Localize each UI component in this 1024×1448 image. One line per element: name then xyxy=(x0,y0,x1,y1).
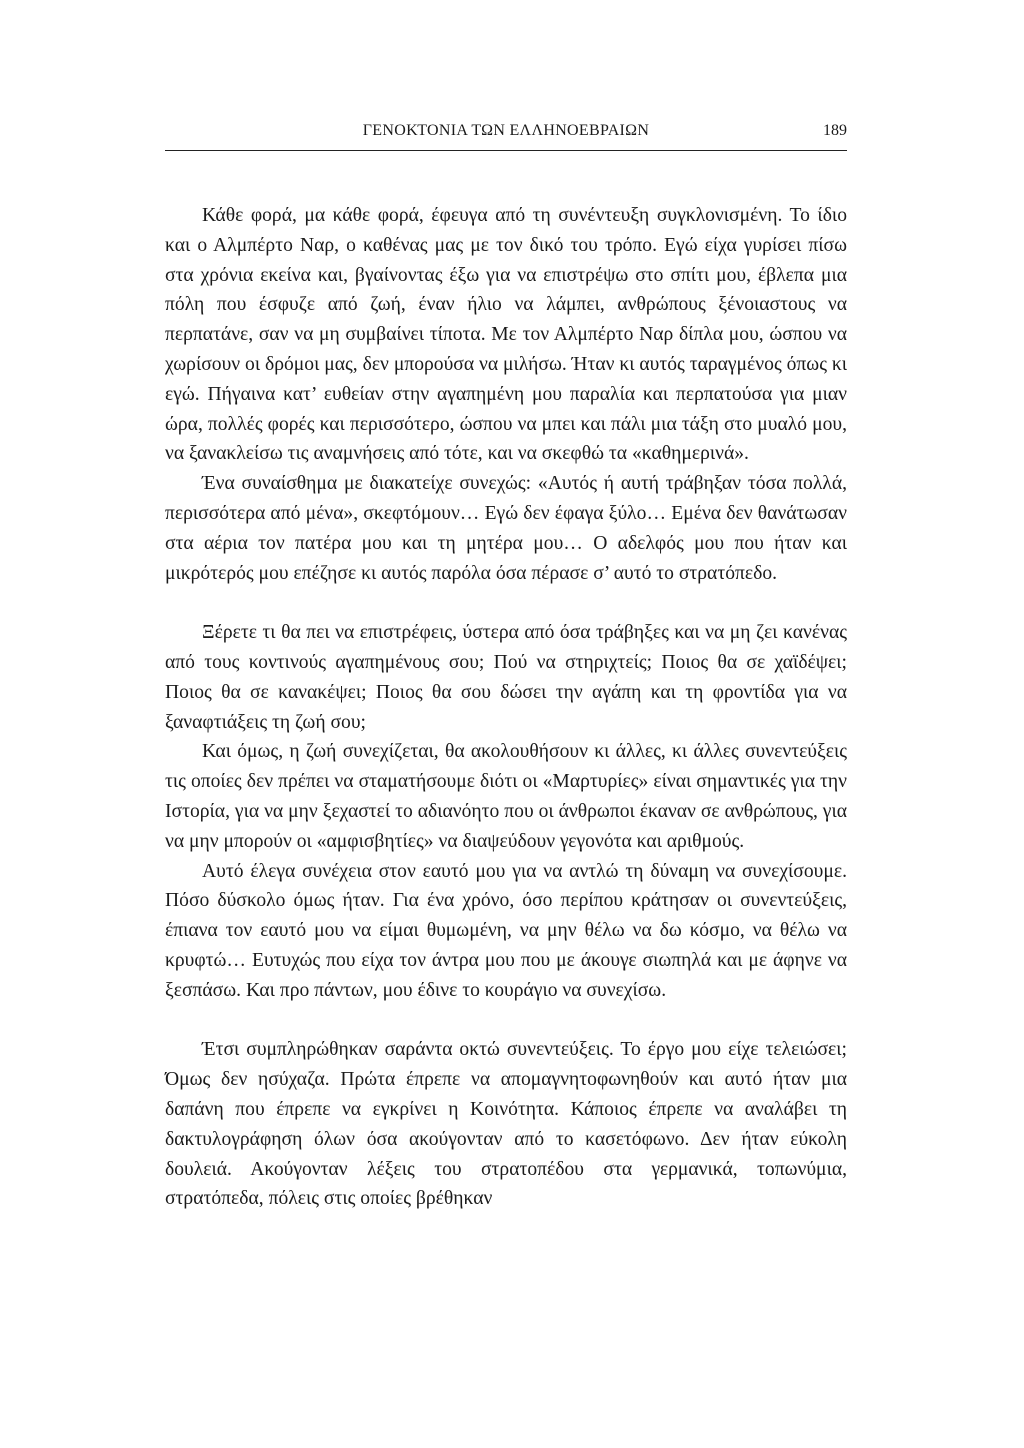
running-header xyxy=(165,118,847,151)
paragraph: Ένα συναίσθημα με διακατείχε συνεχώς: «Αυτός ή αυτή τράβηξαν τόσα πολλά, περισσότερα από μένα», σκεφτόμουν… Εγώ δεν έφαγα ξύλο… Εμένα δεν θανάτωσαν στα αέρια τον πατέρα μου και τη μητέρα μου… Ο αδελφός μου που ήταν και μικρότερός μου επέζησε κι αυτός παρόλα όσα πέρασε σ’ αυτό το στρατόπεδο. xyxy=(165,473,847,584)
body-text xyxy=(165,201,847,1214)
paragraph: Και όμως, η ζωή συνεχίζεται, θα ακολουθήσουν κι άλλες, κι άλλες συνεντεύξεις τις οποίες δεν πρέπει να σταματήσουμε διότι οι «Μαρτυρίες» είναι σημαντικές για την Ιστορία, για να μην ξεχαστεί το αδιανόητο που οι άνθρωποι έκαναν σε ανθρώπους, για να μην μπορούν οι «αμφισβητίες» να διαψεύδουν γεγονότα και αριθμούς. xyxy=(165,741,847,852)
paragraph: Κάθε φορά, μα κάθε φορά, έφευγα από τη συνέντευξη συγκλονισμένη. Το ίδιο και ο Αλμπέρτο Ναρ, ο καθένας μας με τον δικό του τρόπο. Εγώ είχα γυρίσει πίσω στα χρόνια εκείνα και, βγαίνοντας έξω για να επιστρέψω στο σπίτι μου, έβλεπα μια πόλη που έσφυζε από ζωή, έναν ήλιο να λάμπει, ανθρώπους ξένοιαστους να περπατάνε, σαν να μη συμβαίνει τίποτα. Με τον Αλμπέρτο Ναρ δίπλα μου, ώσπου να χωρίσουν οι δρόμοι μας, δεν μπορούσα να μιλήσω. Ήταν κι αυτός ταραγμένος όπως κι εγώ. Πήγαινα κατ’ ευθείαν στην αγαπημένη μου παραλία και περπατούσα για μιαν ώρα, πολλές φορές και περισσότερο, ώσπου να μπει και πάλι μια τάξη στο μυαλό μου, να ξανακλείσω τις αναμνήσεις από τότε, και να σκεφθώ τα «καθημερινά». xyxy=(165,205,847,465)
paragraph: Αυτό έλεγα συνέχεια στον εαυτό μου για να αντλώ τη δύναμη να συνεχίσουμε. Πόσο δύσκολο όμως ήταν. Για ένα χρόνο, όσο περίπου κράτησαν οι συνεντεύξεις, έπιανα τον εαυτό μου να είμαι θυμωμένη, να μην θέλω να δω κόσμο, να θέλω να κρυφτώ… Ευτυχώς που είχα τον άντρα μου που με άκουγε σιωπηλά και με άφηνε να ξεσπάσω. Και προ πάντων, μου έδινε το κουράγιο να συνεχίσω. xyxy=(165,860,847,1001)
book-page xyxy=(165,118,847,1214)
paragraph: Ξέρετε τι θα πει να επιστρέφεις, ύστερα από όσα τράβηξες και να μη ζει κανένας από τους κοντινούς αγαπημένους σου; Πού να στηριχτείς; Ποιος θα σε χαϊδέψει; Ποιος θα σε κανακέψει; Ποιος θα σου δώσει την αγάπη και τη φροντίδα για να ξαναφτιάξεις τη ζωή σου; xyxy=(165,622,847,733)
section-break xyxy=(165,1006,847,1036)
section-break xyxy=(165,588,847,618)
running-title: ΓΕΝΟΚΤΟΝΙΑ ΤΩΝ ΕΛΛΗΝΟΕΒΡΑΙΩΝ xyxy=(362,122,650,139)
page-number: 189 xyxy=(823,122,847,139)
paragraph: Έτσι συμπληρώθηκαν σαράντα οκτώ συνεντεύξεις. Το έργο μου είχε τελειώσει; Όμως δεν ησύχαζα. Πρώτα έπρεπε να απομαγνητοφωνηθούν και αυτό ήταν μια δαπάνη που έπρεπε να εγκρίνει η Κοινότητα. Κάποιος έπρεπε να αναλάβει τη δακτυλογράφηση όλων όσα ακούγονταν από το κασετόφωνο. Δεν ήταν εύκολη δουλειά. Ακούγονταν λέξεις του στρατοπέδου στα γερμανικά, τοπωνύμια, στρατόπεδα, πόλεις στις οποίες βρέθηκαν xyxy=(165,1039,847,1210)
